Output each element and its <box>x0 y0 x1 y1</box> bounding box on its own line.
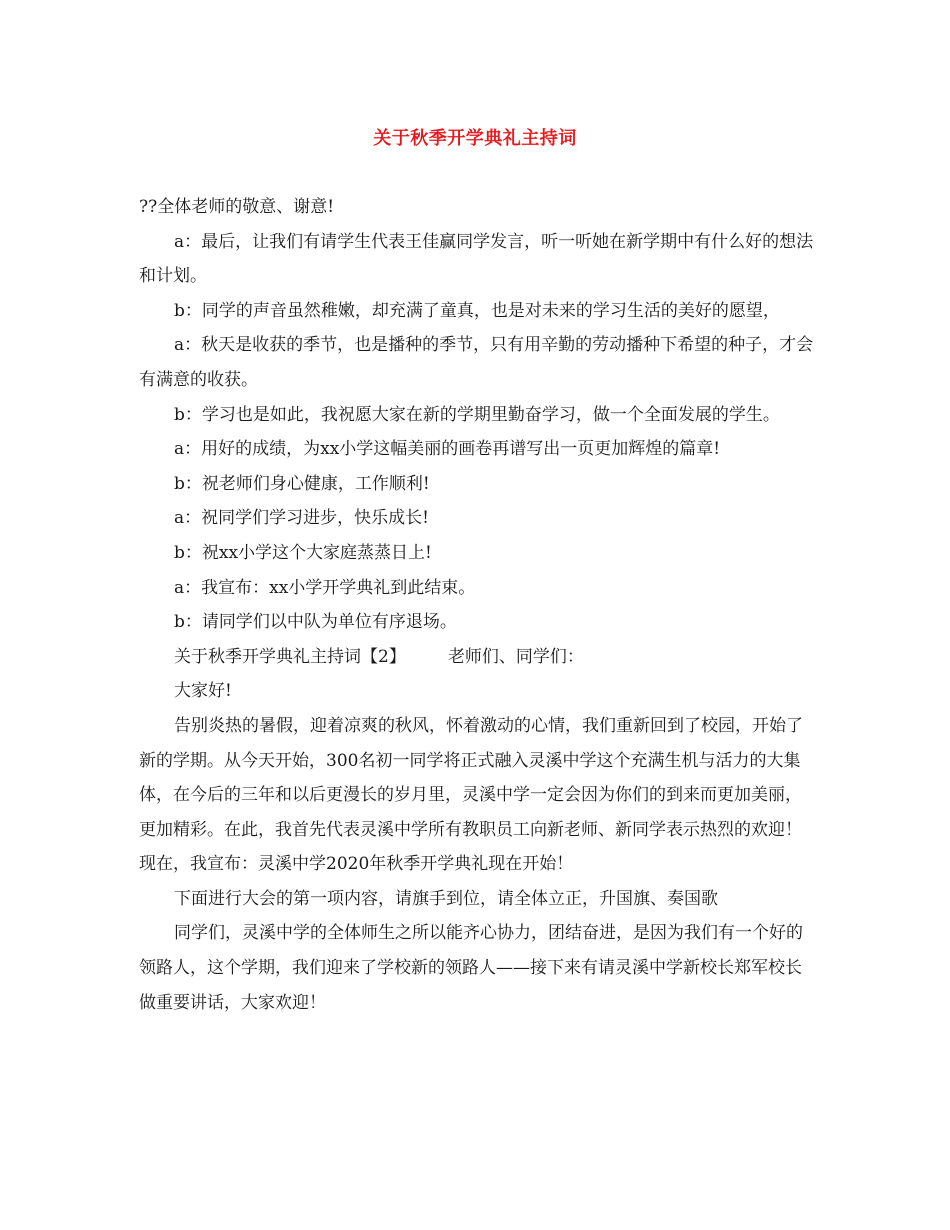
section-heading-line <box>139 640 814 675</box>
paragraph: b：祝xx小学这个大家庭蒸蒸日上! <box>174 542 432 563</box>
paragraph: ??全体老师的敬意、谢意! <box>139 197 335 217</box>
salutation: 老师们、同学们： <box>447 646 584 667</box>
document-title: 关于秋季开学典礼主持词 <box>373 128 577 149</box>
paragraph: a：祝同学们学习进步，快乐成长! <box>174 508 429 529</box>
paragraph: 同学们，灵溪中学的全体师生之所以能齐心协力，团结奋进，是因为我们有一个好的领路人，这个学期，我们迎来了学校新的领路人——接下来有请灵溪中学新校长郑军校长做重要讲话，大家欢迎！ <box>139 923 803 1013</box>
paragraph: a：用好的成绩，为xx小学这幅美丽的画卷再谱写出一页更加辉煌的篇章! <box>174 439 721 460</box>
paragraph: 下面进行大会的第一项内容，请旗手到位，请全体立正，升国旗、奏国歌 <box>174 888 718 909</box>
paragraph: 大家好! <box>174 681 232 702</box>
paragraph: a：我宣布：xx小学开学典礼到此结束。 <box>174 577 476 598</box>
document-body <box>139 190 814 1020</box>
paragraph: b：学习也是如此，我祝愿大家在新的学期里勤奋学习，做一个全面发展的学生。 <box>174 404 780 425</box>
paragraph: b：请同学们以中队为单位有序退场。 <box>174 612 457 633</box>
paragraph: b：同学的声音虽然稚嫩，却充满了童真，也是对未来的学习生活的美好的愿望， <box>174 300 780 321</box>
paragraph: a：秋天是收获的季节，也是播种的季节，只有用辛勤的劳动播种下希望的种子，才会有满意的收获。 <box>139 335 814 390</box>
paragraph: b：祝老师们身心健康，工作顺利! <box>174 473 430 494</box>
paragraph: 告别炎热的暑假，迎着凉爽的秋风，怀着激动的心情，我们重新回到了校园，开始了新的学期。从今天开始，300名初一同学将正式融入灵溪中学这个充满生机与活力的大集体，在今后的三年和以后更漫长的岁月里，灵溪中学一定会因为你们的到来而更加美丽，更加精彩。在此，我首先代表灵溪中学所有教职员工向新老师、新同学表示热烈的欢迎！现在，我宣布：灵溪中学2020年秋季开学典礼现在开始！ <box>139 715 803 875</box>
section-heading: 关于秋季开学典礼主持词【2】 <box>174 646 406 667</box>
paragraph: a：最后，让我们有请学生代表王佳赢同学发言，听一听她在新学期中有什么好的想法和计划。 <box>139 231 814 287</box>
